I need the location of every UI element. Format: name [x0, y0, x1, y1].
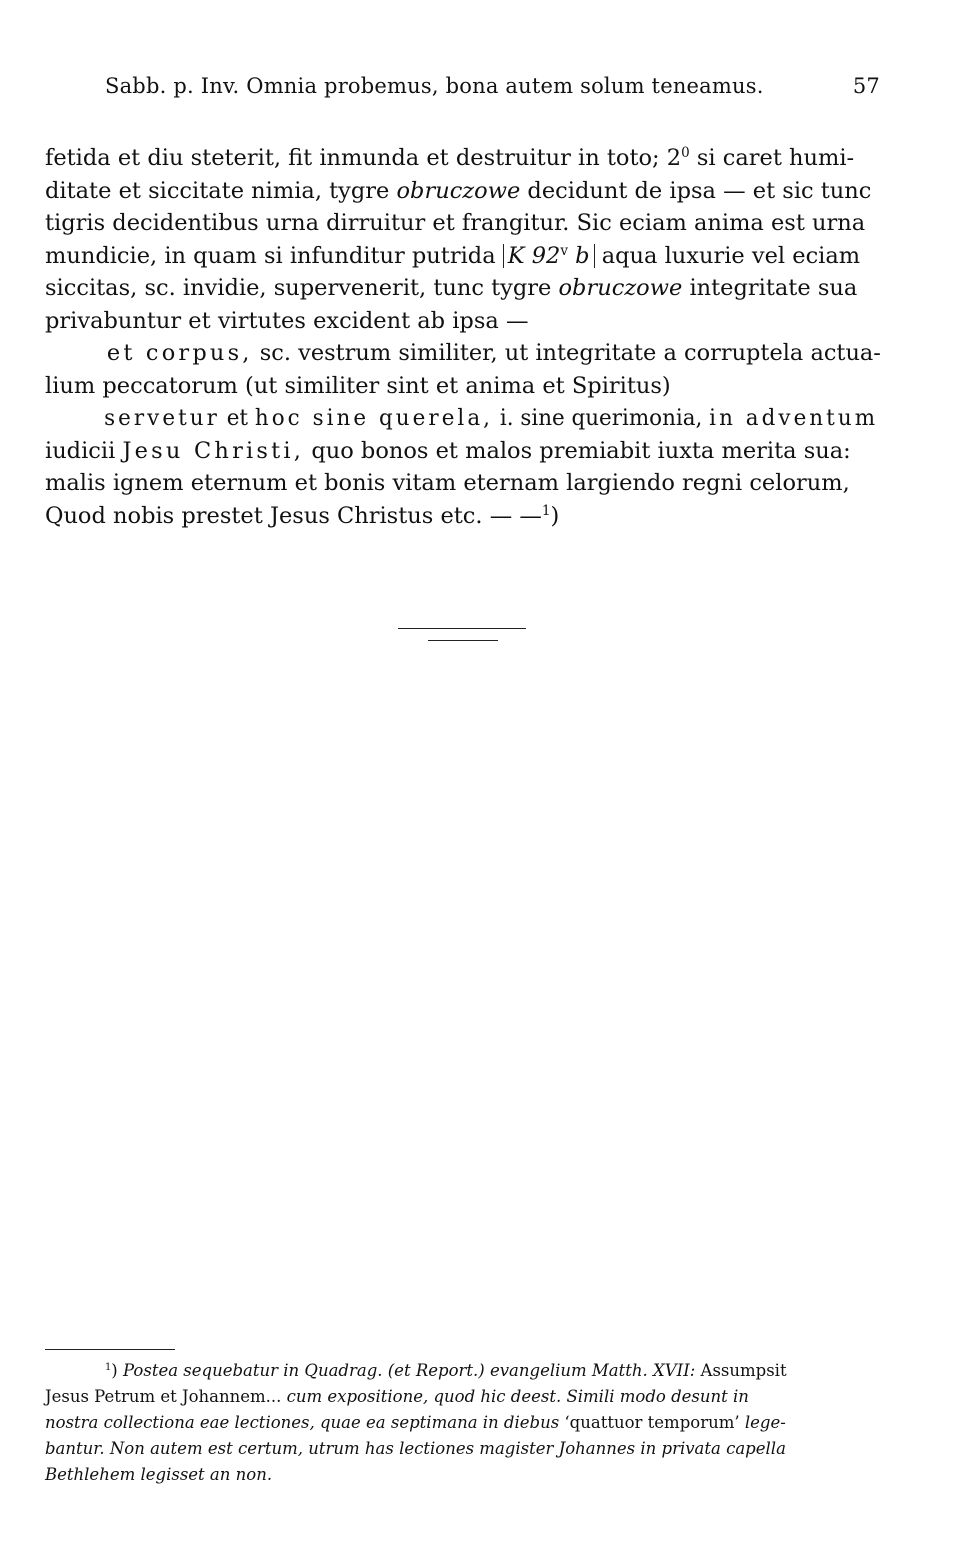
text-line: ditate et siccitate nimia, tygre obruczowe decidunt de ipsa — et sic tunc	[45, 177, 872, 204]
manuscript-folio-marker: K 92$^v$ b	[503, 244, 595, 268]
main-text	[45, 142, 881, 532]
text-line: tigris decidentibus urna dirruitur et frangitur. Sic eciam anima est urna	[45, 210, 866, 236]
section-divider-rule-short	[428, 640, 498, 641]
running-title: Sabb. p. Inv. Omnia probemus, bona autem solum teneamus.	[105, 74, 764, 98]
footnote-line: Bethlehem legisset an non.	[45, 1465, 273, 1484]
footnote	[45, 1358, 881, 1488]
text-line: siccitas, sc. invidie, supervenerit, tunc tygre obruczowe integritate sua	[45, 275, 858, 301]
text-line: mundicie, in quam si infunditur putrida K 92$^v$ b aqua luxurie vel eciam	[45, 242, 861, 269]
text-line: iudicii Jesu Christi, quo bonos et malos premiabit iuxta merita sua:	[45, 437, 851, 464]
text-line: Quod nobis prestet Jesus Christus etc. — —$^1$)	[45, 502, 560, 529]
footnote-line: Jesus Petrum et Johannem... cum expositione, quod hic deest. Simili modo desunt in	[45, 1387, 749, 1406]
running-header	[105, 74, 880, 98]
footnote-separator	[45, 1349, 175, 1350]
footnote-line: bantur. Non autem est certum, utrum has lectiones magister Johannes in privata capella	[45, 1439, 786, 1458]
text-line: fetida et diu steterit, fit inmunda et destruitur in toto; $2^0$ si caret humi-	[45, 144, 855, 171]
page-number: 57	[852, 74, 880, 98]
text-line: malis ignem eternum et bonis vitam eternam largiendo regni celorum,	[45, 470, 850, 496]
footnote-line: nostra collectiona eae lectiones, quae ea septimana in diebus ‘quattuor temporum’ lege-	[45, 1413, 786, 1432]
text-line: et corpus, sc. vestrum similiter, ut integritate a corruptela actua-	[106, 340, 881, 366]
text-line: lium peccatorum (ut similiter sint et anima et Spiritus)	[45, 372, 671, 399]
section-divider-rule	[398, 628, 526, 629]
text-line: privabuntur et virtutes excident ab ipsa —	[45, 307, 529, 334]
footnote-line: $^1$) Postea sequebatur in Quadrag. (et Report.) evangelium Matth. XVII: Assumpsit	[105, 1361, 787, 1380]
text-line: servetur et hoc sine querela, i. sine querimonia, in adventum	[104, 405, 879, 431]
